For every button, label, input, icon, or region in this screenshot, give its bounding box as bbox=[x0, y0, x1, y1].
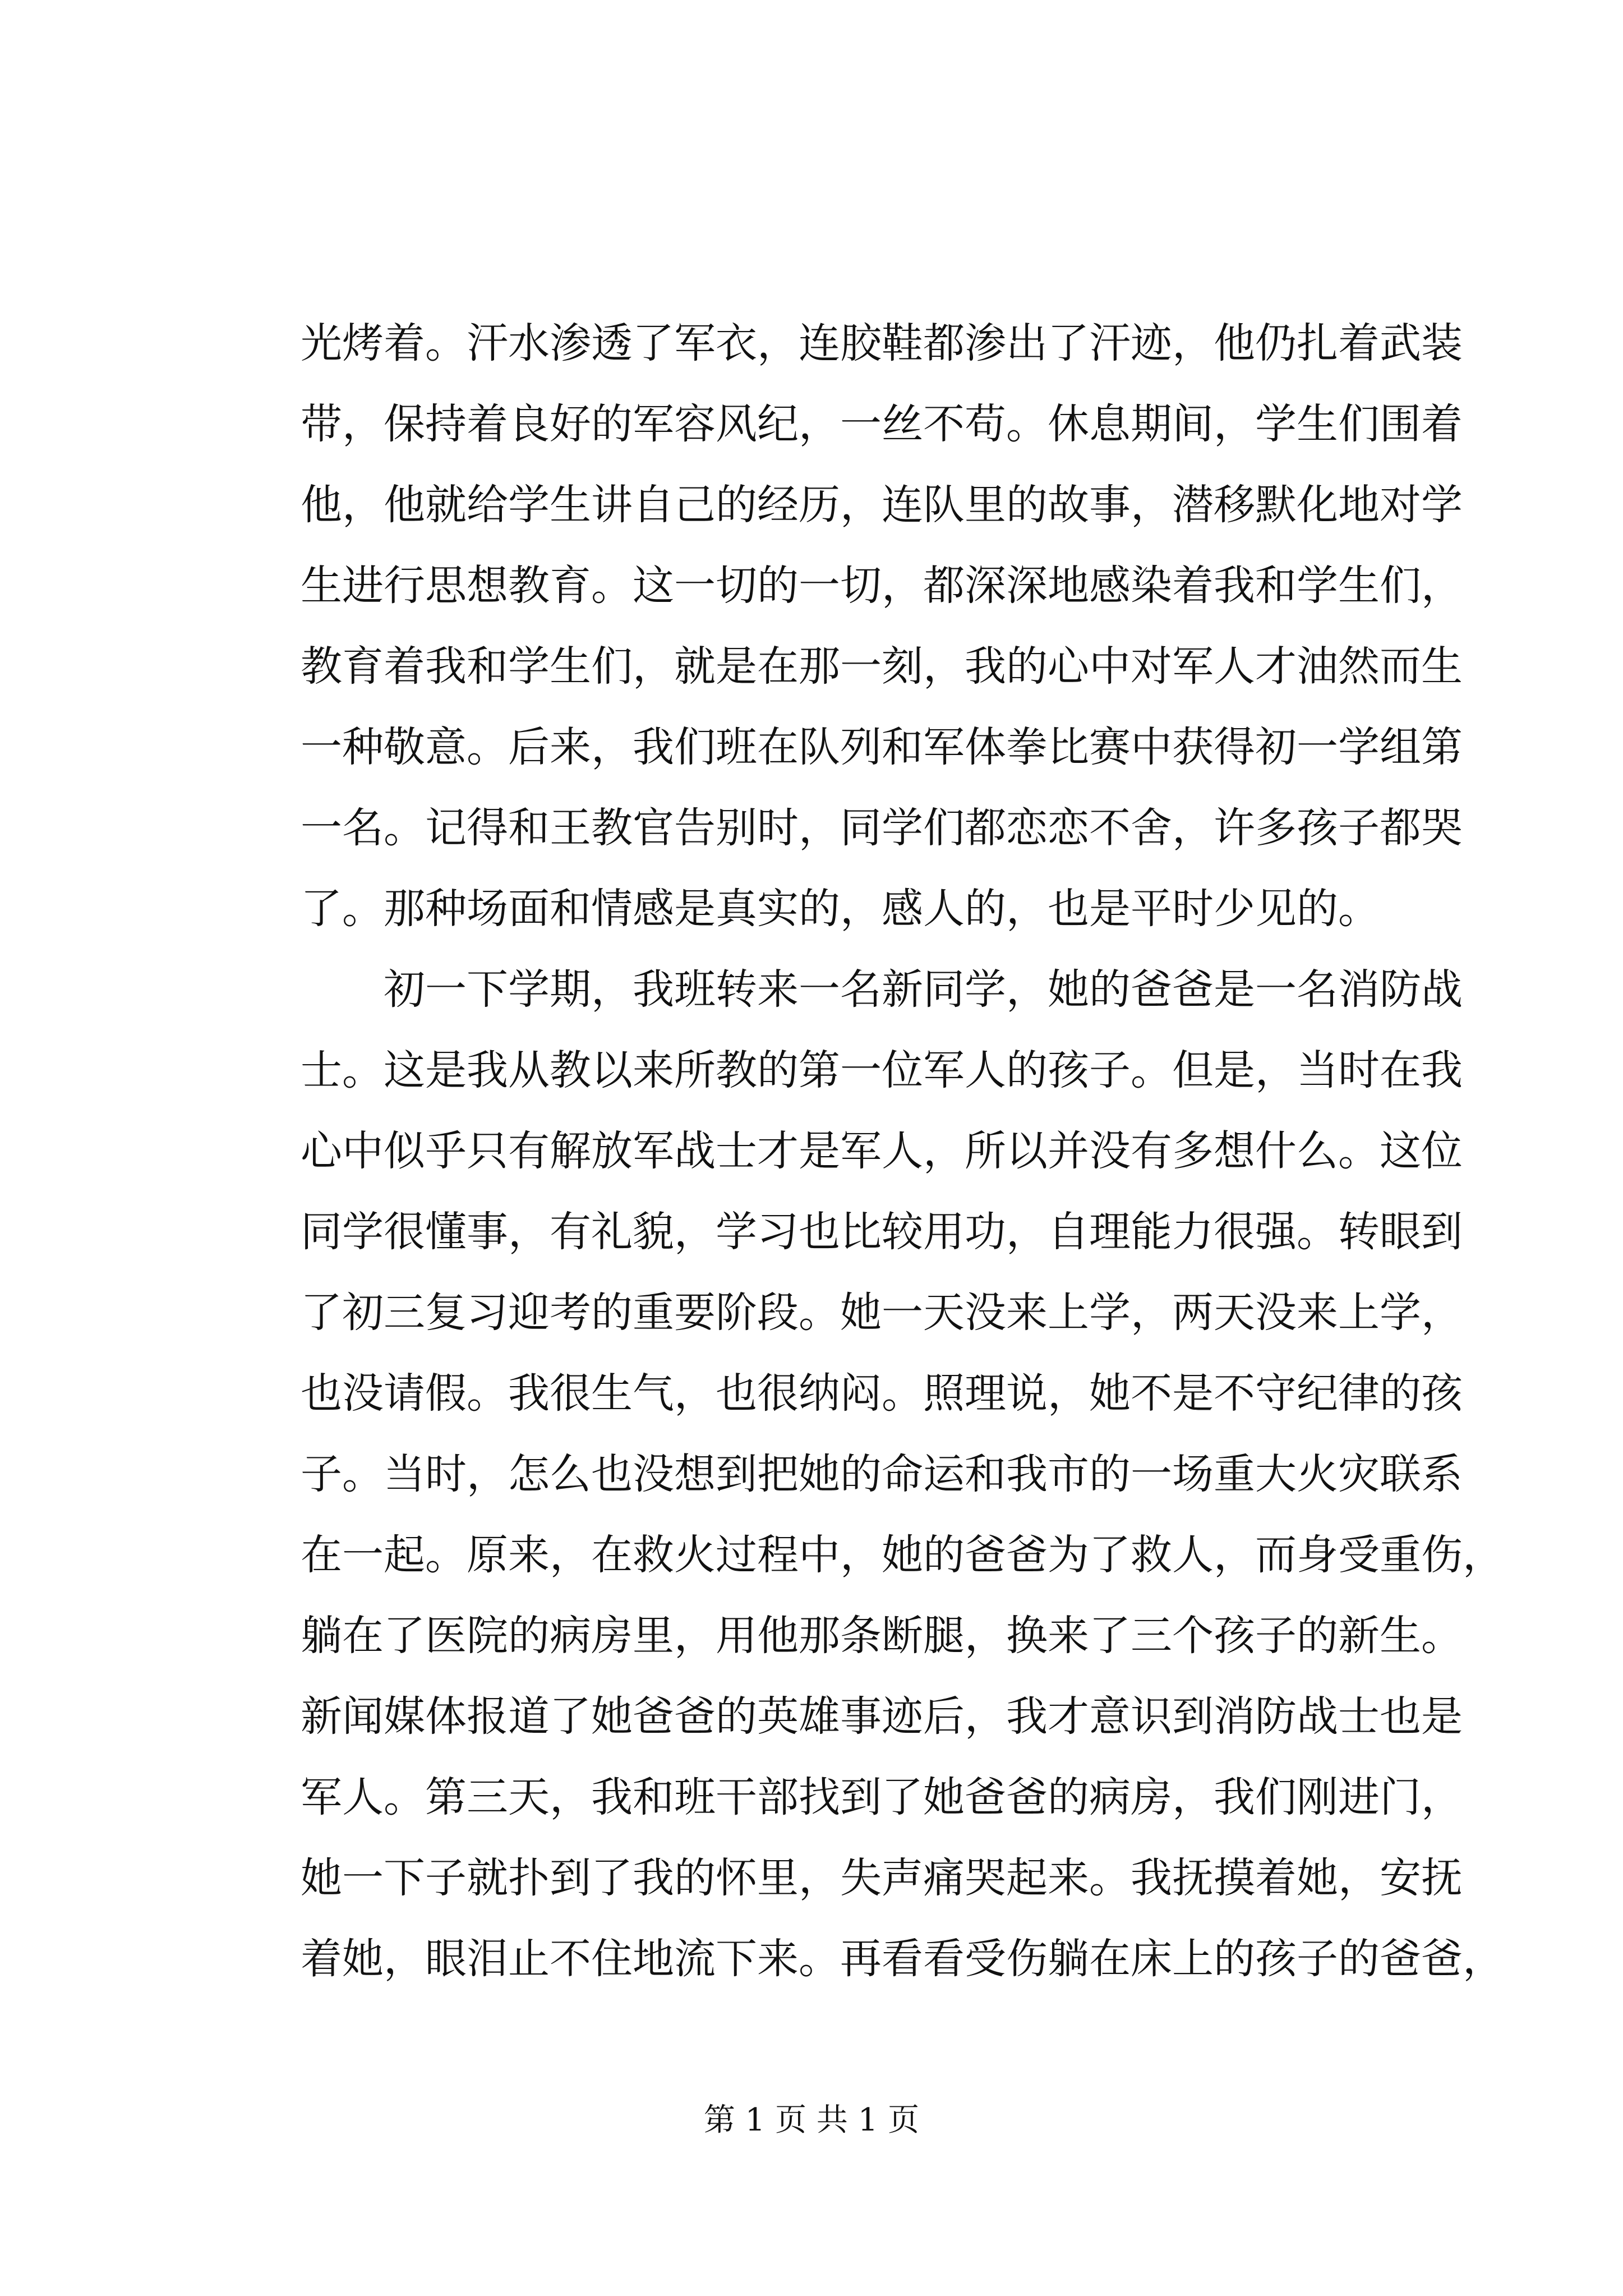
text-line-3: 他，他就给学生讲自己的经历，连队里的故事，潜移默化地对学 bbox=[301, 481, 1463, 529]
text-line-21: 着她，眼泪止不住地流下来。再看看受伤躺在床上的孩子的爸爸， bbox=[301, 1935, 1504, 1983]
text-line-17: 躺在了医院的病房里，用他那条断腿，换来了三个孩子的新生。 bbox=[301, 1612, 1463, 1660]
text-line-2: 带，保持着良好的军容风纪，一丝不苟。休息期间，学生们围着 bbox=[301, 400, 1463, 448]
text-line-14: 也没请假。我很生气，也很纳闷。照理说，她不是不守纪律的孩 bbox=[301, 1369, 1463, 1418]
page-footer bbox=[0, 2101, 1623, 2140]
text-line-15: 子。当时，怎么也没想到把她的命运和我市的一场重大火灾联系 bbox=[301, 1450, 1463, 1498]
text-line-8: 了。那种场面和情感是真实的，感人的，也是平时少见的。 bbox=[301, 885, 1380, 933]
body-text bbox=[301, 303, 1504, 1999]
text-line-18: 新闻媒体报道了她爸爸的英雄事迹后，我才意识到消防战士也是 bbox=[301, 1692, 1463, 1741]
text-line-16: 在一起。原来，在救火过程中，她的爸爸为了救人，而身受重伤， bbox=[301, 1531, 1504, 1579]
text-line-12: 同学很懂事，有礼貌，学习也比较用功，自理能力很强。转眼到 bbox=[301, 1208, 1463, 1256]
text-line-11: 心中似乎只有解放军战士才是军人，所以并没有多想什么。这位 bbox=[301, 1127, 1463, 1175]
text-line-13: 了初三复习迎考的重要阶段。她一天没来上学，两天没来上学， bbox=[301, 1289, 1463, 1337]
page-number-label: 第 1 页 共 1 页 bbox=[703, 2102, 920, 2138]
text-line-1: 光烤着。汗水渗透了军衣，连胶鞋都渗出了汗迹，他仍扎着武装 bbox=[301, 319, 1463, 367]
text-line-4: 生进行思想教育。这一切的一切，都深深地感染着我和学生们， bbox=[301, 562, 1463, 610]
text-line-9: 初一下学期，我班转来一名新同学，她的爸爸是一名消防战 bbox=[301, 965, 1463, 1014]
text-line-19: 军人。第三天，我和班干部找到了她爸爸的病房，我们刚进门， bbox=[301, 1773, 1463, 1821]
text-line-10: 士。这是我从教以来所教的第一位军人的孩子。但是，当时在我 bbox=[301, 1046, 1463, 1094]
text-line-7: 一名。记得和王教官告别时，同学们都恋恋不舍，许多孩子都哭 bbox=[301, 804, 1463, 852]
text-line-20: 她一下子就扑到了我的怀里，失声痛哭起来。我抚摸着她，安抚 bbox=[301, 1854, 1463, 1902]
text-line-6: 一种敬意。后来，我们班在队列和军体拳比赛中获得初一学组第 bbox=[301, 723, 1463, 771]
text-line-5: 教育着我和学生们，就是在那一刻，我的心中对军人才油然而生 bbox=[301, 642, 1463, 691]
